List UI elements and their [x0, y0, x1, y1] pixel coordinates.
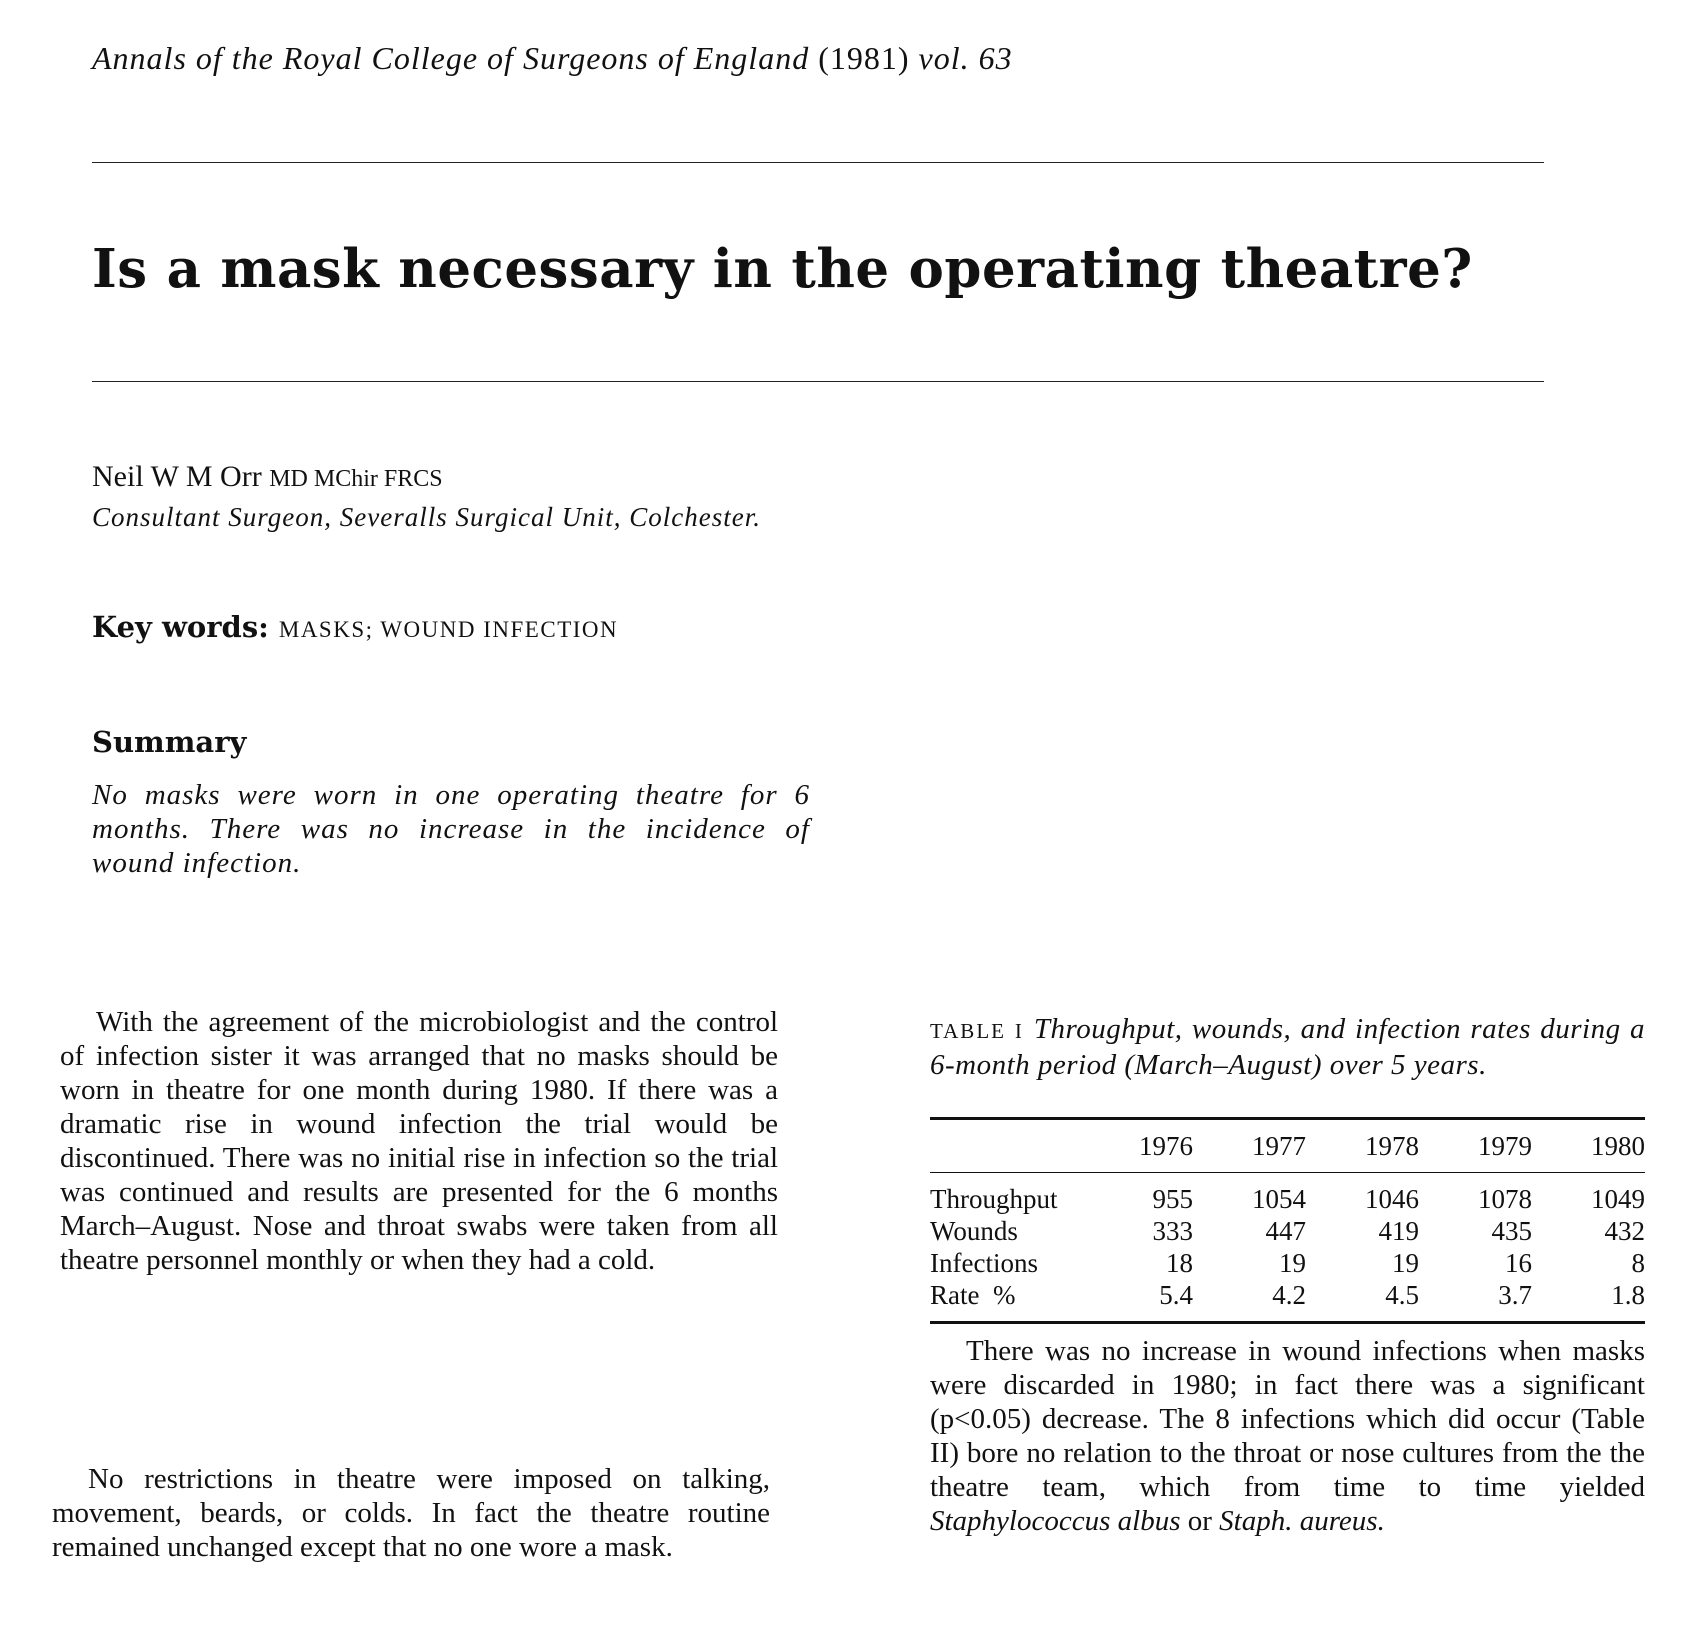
author-line: [92, 460, 443, 494]
title-rule: [92, 381, 1544, 382]
table-row: [930, 1173, 1645, 1216]
body-paragraph-1: With the agreement of the microbiologist and the control of infection sister it was arranged that no masks should be worn in theatre for one month during 1980. If there was a dramatic rise in wound infection the trial would be discontinued. There was no initial rise in infection so the trial was continued and results are presented for the 6 months March–August. Nose and throat swabs were taken from all theatre personnel monthly or when they had a cold.: [60, 1006, 778, 1276]
body-paragraph-2: No restrictions in theatre were imposed on talking, movement, beards, or colds. In fact the theatre routine remained unchanged except that no one wore a mask.: [52, 1463, 770, 1563]
organism-name-2: Staph. aureus.: [1219, 1505, 1385, 1537]
table-cell: 1078: [1478, 1184, 1532, 1214]
row-label: Throughput: [930, 1184, 1058, 1214]
data-table: [930, 1117, 1645, 1324]
table-cell: 5.4: [1159, 1280, 1193, 1310]
table-caption: [930, 1012, 1645, 1082]
table-cell: 1054: [1252, 1184, 1306, 1214]
body-paragraph-3: [930, 1334, 1645, 1538]
table-cell: 1049: [1591, 1184, 1645, 1214]
table-cell: 3.7: [1498, 1280, 1532, 1310]
table-cell: 435: [1491, 1216, 1532, 1246]
table-cell: 1.8: [1611, 1280, 1645, 1310]
table-cell: 419: [1378, 1216, 1419, 1246]
journal-header: [92, 40, 1013, 77]
table-cell: 19: [1279, 1248, 1306, 1278]
table-cell: 955: [1152, 1184, 1193, 1214]
journal-year: (1981): [818, 40, 910, 76]
table-cell: 19: [1392, 1248, 1419, 1278]
row-label: Infections: [930, 1248, 1038, 1278]
journal-name: Annals of the Royal College of Surgeons of England: [92, 40, 810, 76]
table-row: [930, 1215, 1645, 1247]
author-affiliation: Consultant Surgeon, Severalls Surgical Unit, Colchester.: [92, 502, 761, 532]
table-cell: 1046: [1365, 1184, 1419, 1214]
table-row: [930, 1247, 1645, 1279]
article-title: Is a mask necessary in the operating theatre?: [92, 238, 1473, 300]
table-cell: 447: [1265, 1216, 1306, 1246]
table-cell: 16: [1505, 1248, 1532, 1278]
table-header-cell: 1977: [1252, 1130, 1306, 1161]
table-header-row: [930, 1119, 1645, 1173]
table-cell: 18: [1166, 1248, 1193, 1278]
keywords-values: MASKS; WOUND INFECTION: [278, 617, 619, 642]
keywords-line: [92, 610, 618, 644]
row-label: Wounds: [930, 1216, 1018, 1246]
journal-volume: vol. 63: [918, 40, 1013, 76]
summary-text: No masks were worn in one operating theatre for 6 months. There was no increase in the incidence of wound infection.: [92, 779, 810, 879]
author-degrees: MD MChir FRCS: [269, 466, 443, 492]
table-caption-text: Throughput, wounds, and infection rates during a 6-month period (March–August) over 5 years.: [930, 1013, 1646, 1081]
table-header-cell: 1979: [1478, 1130, 1532, 1161]
table-cell: 333: [1152, 1216, 1193, 1246]
header-rule: [92, 162, 1544, 163]
paragraph-3-text: There was no increase in wound infections when masks were discarded in 1980; in fact there was a significant (p<0.05) decrease. The 8 infections which did occur (Table II) bore no relation to the throat or nose cultures from the the theatre team, which from time to time yielded: [930, 1335, 1645, 1503]
paragraph-3-connector: or: [1187, 1505, 1212, 1537]
table-row: [930, 1279, 1645, 1323]
author-name: Neil W M Orr: [92, 460, 262, 493]
table-header-cell: 1976: [1139, 1130, 1193, 1161]
organism-name-1: Staphylococcus albus: [930, 1505, 1181, 1537]
table-cell: 8: [1631, 1248, 1645, 1278]
table-header-cell: 1980: [1591, 1130, 1645, 1161]
row-label: Rate %: [930, 1280, 1016, 1310]
table-label: TABLE I: [930, 1019, 1024, 1043]
table-cell: 432: [1604, 1216, 1645, 1246]
keywords-label: Key words:: [92, 610, 269, 644]
table-header-corner: [930, 1119, 1080, 1173]
table-header-cell: 1978: [1365, 1130, 1419, 1161]
table-cell: 4.2: [1272, 1280, 1306, 1310]
summary-heading: Summary: [92, 725, 247, 759]
table-cell: 4.5: [1385, 1280, 1419, 1310]
